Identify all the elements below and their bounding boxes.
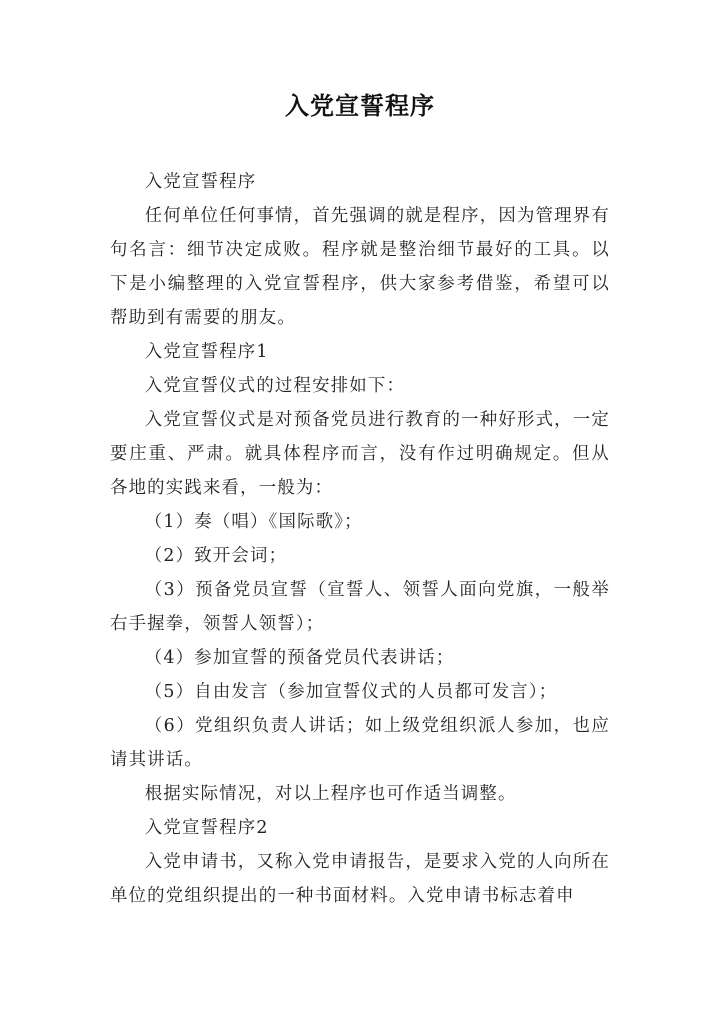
paragraph: 入党宣誓仪式的过程安排如下： [144,376,406,396]
list-item-4: （4）参加宣誓的预备党员代表讲话； [144,648,455,668]
list-item-2: （2）致开会词； [144,546,288,566]
paragraph-intro: 任何单位任何事情，首先强调的就是程序，因为管理界有句名言：细节决定成败。程序就是整治细节最好的工具。以下是小编整理的入党宣誓程序，供大家参考借鉴，希望可以帮助到有需要的朋友。 [110,206,610,328]
list-item-5: （5）自由发言（参加宣誓仪式的人员都可发言）； [144,682,558,702]
document-body [110,165,610,913]
section-heading-2: 入党宣誓程序2 [144,818,269,838]
list-item-3: （3）预备党员宣誓（宣誓人、领誓人面向党旗，一般举右手握拳，领誓人领誓）； [110,580,610,634]
paragraph: 根据实际情况，对以上程序也可作适当调整。 [144,784,517,804]
paragraph: 入党申请书，又称入党申请报告，是要求入党的人向所在单位的党组织提出的一种书面材料。入党申请书标志着申 [110,852,610,906]
list-item-6: （6）党组织负责人讲话；如上级党组织派人参加，也应请其讲话。 [110,716,610,770]
paragraph-heading: 入党宣誓程序 [144,172,257,192]
document-title: 入党宣誓程序 [285,92,435,120]
paragraph: 入党宣誓仪式是对预备党员进行教育的一种好形式，一定要庄重、严肃。就具体程序而言，没有作过明确规定。但从各地的实践来看，一般为： [110,410,610,498]
list-item-1: （1）奏（唱）《国际歌》； [144,512,363,532]
section-heading-1: 入党宣誓程序1 [144,342,269,362]
